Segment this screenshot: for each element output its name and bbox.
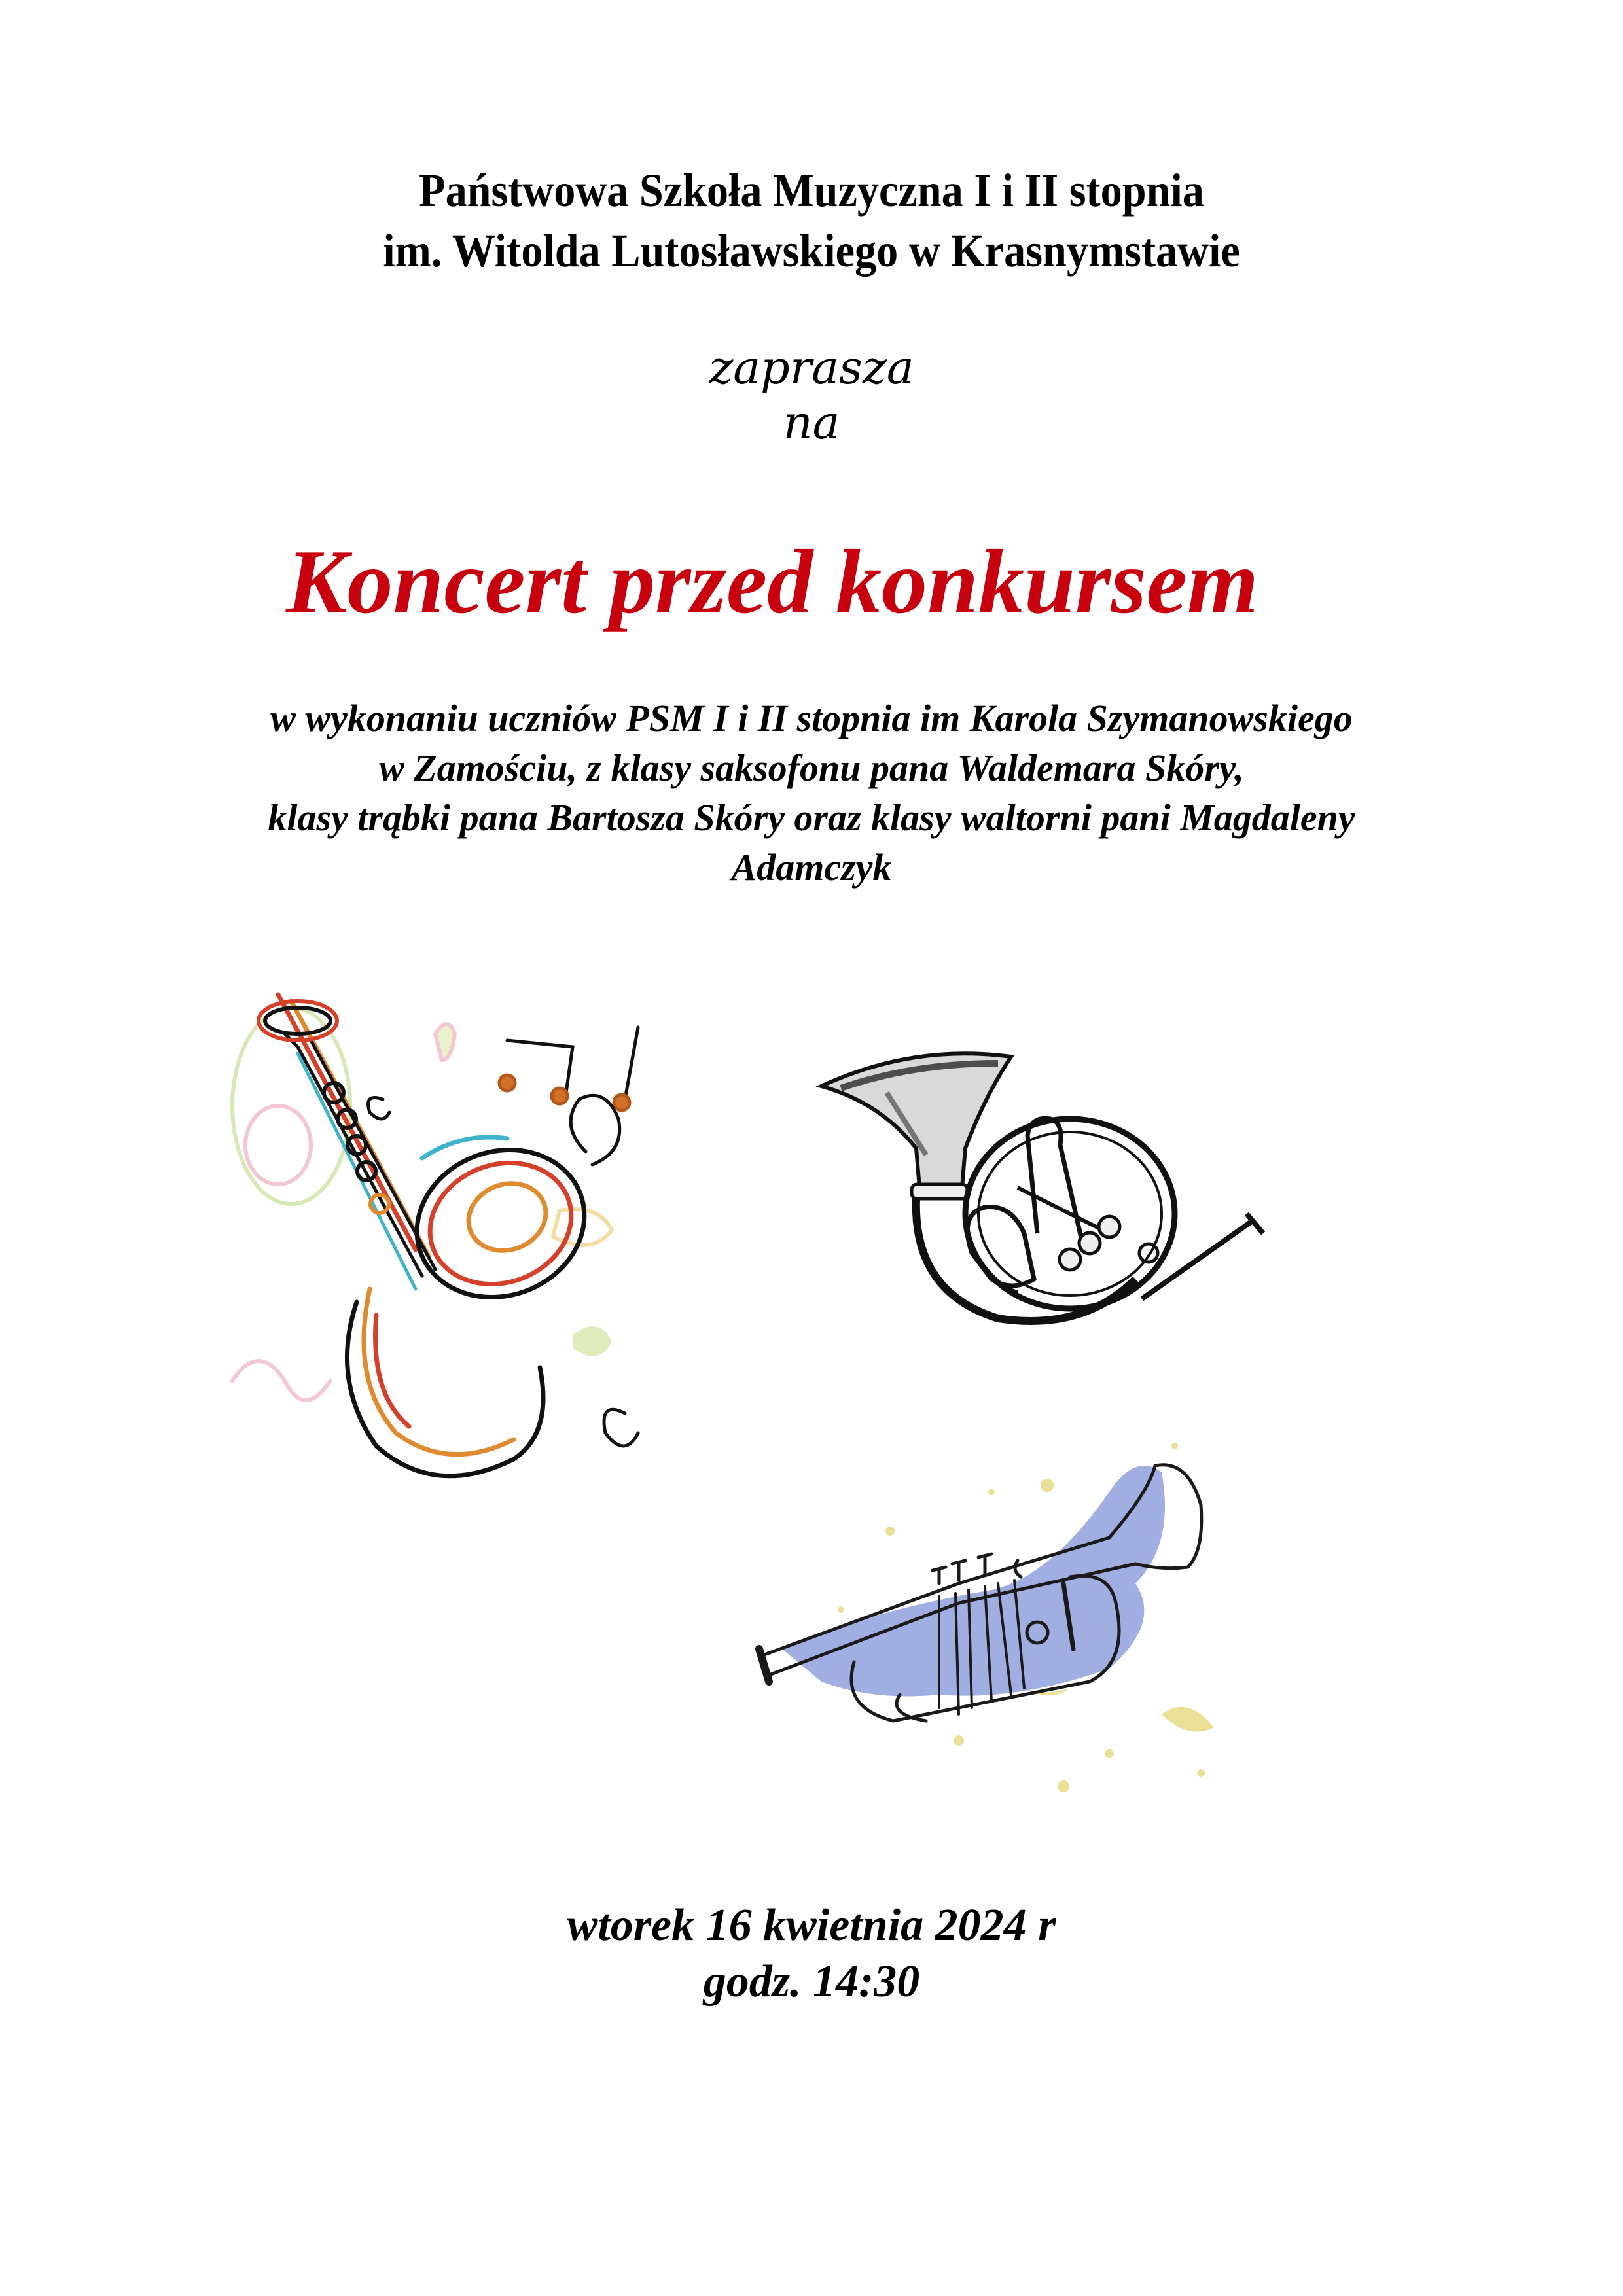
event-time: godz. 14:30	[703, 1956, 920, 2007]
french-horn-icon	[802, 1017, 1273, 1338]
performers-line1: w wykonaniu uczniów PSM I i II stopnia im Karola Szymanowskiego	[270, 697, 1353, 739]
school-name-line1: Państwowa Szkoła Muzyczna I i II stopnia	[419, 164, 1204, 217]
saxophone-icon	[219, 975, 671, 1518]
invitation-text	[0, 340, 1623, 450]
performers-line4: Adamczyk	[731, 846, 892, 889]
event-title: Koncert przed konkursem	[286, 531, 1258, 633]
school-name	[65, 160, 1558, 281]
invite-line1: zaprasza	[709, 341, 914, 395]
event-schedule	[0, 1898, 1623, 2010]
event-date: wtorek 16 kwietnia 2024 r	[567, 1900, 1056, 1951]
performers-line3: klasy trąbki pana Bartosza Skóry oraz klasy waltorni pani Magdaleny	[268, 796, 1355, 839]
performers-line2: w Zamościu, z klasy saksofonu pana Waldemara Skóry,	[379, 747, 1244, 789]
performers-description	[0, 694, 1623, 892]
trumpet-icon	[743, 1387, 1253, 1832]
invite-line2: na	[783, 396, 840, 450]
school-name-line2: im. Witolda Lutosławskiego w Krasnymstawie	[383, 224, 1240, 277]
